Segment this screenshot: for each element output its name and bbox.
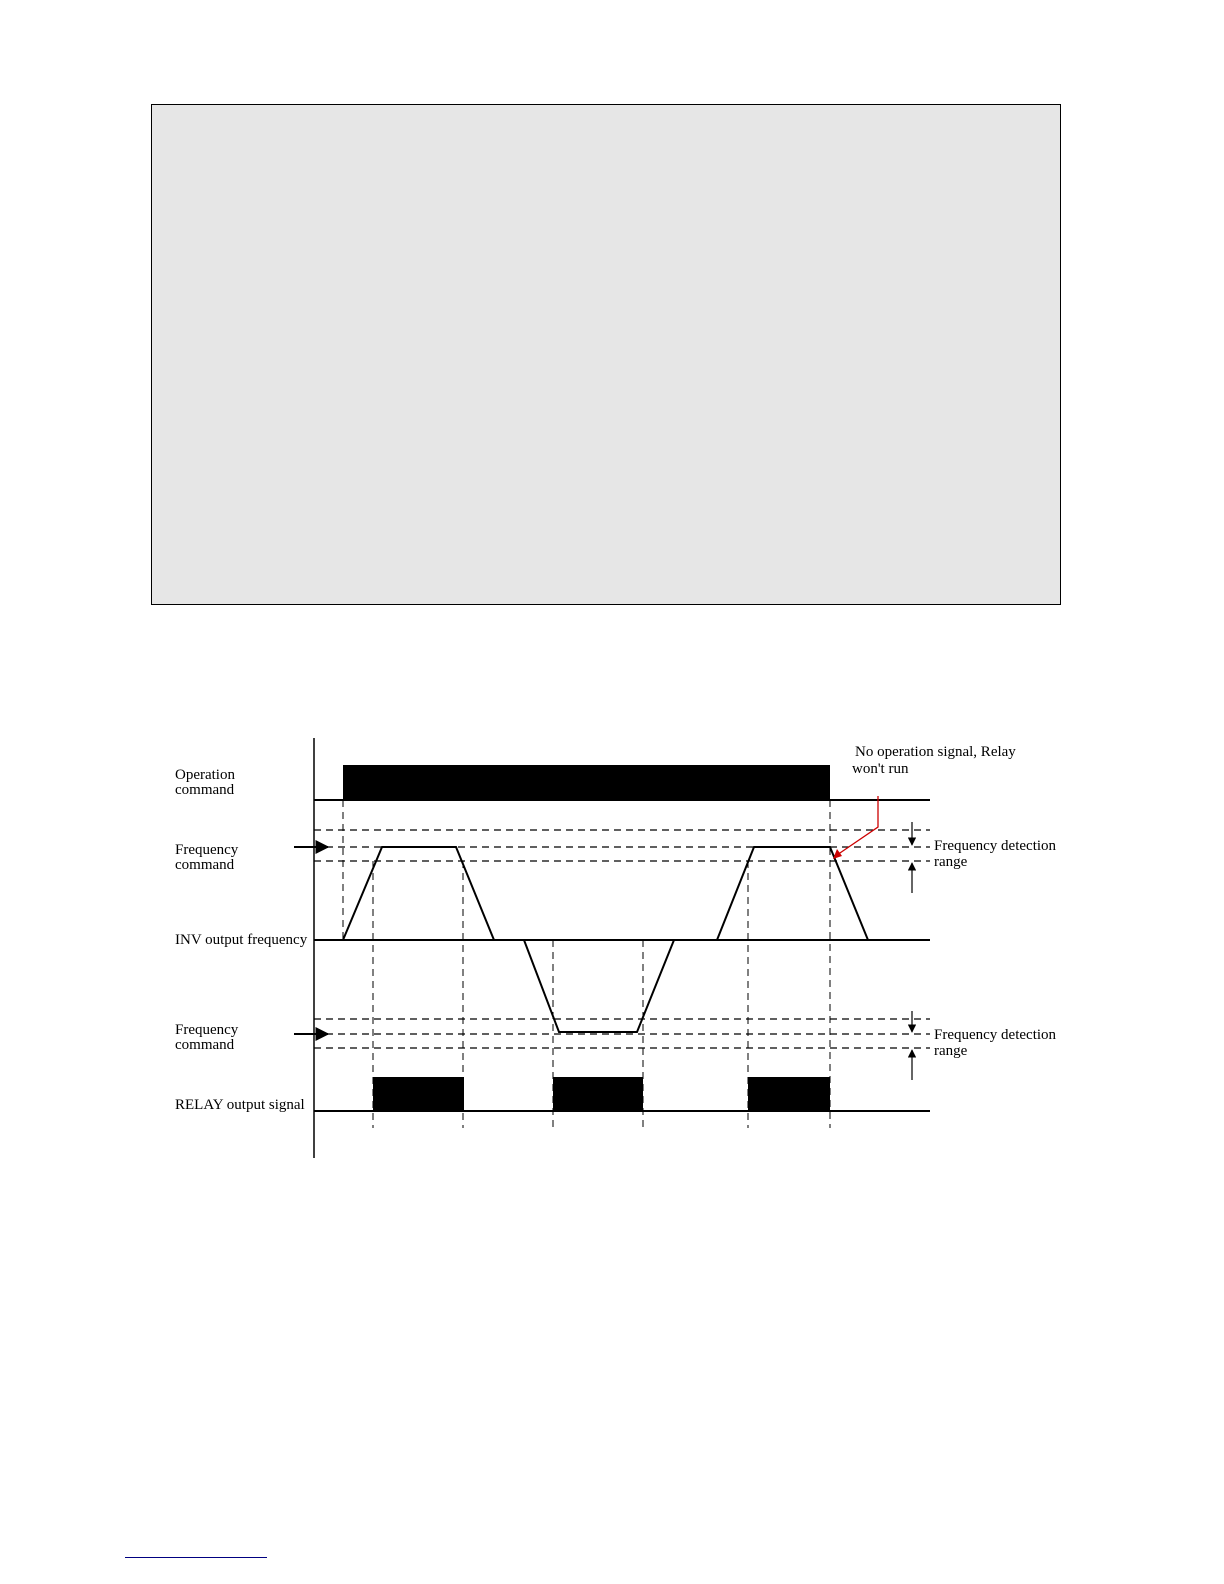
operation-command-pulse xyxy=(343,765,830,800)
relay-pulse-3 xyxy=(748,1077,830,1111)
detection-range-top-label-line1: Frequency detection xyxy=(934,838,1057,854)
detection-range-bottom-label-line2: range xyxy=(934,1043,968,1059)
frequency-command-top-label-line2: command xyxy=(175,857,235,873)
detection-range-top-label-line2: range xyxy=(934,854,968,870)
detection-range-bottom-label-line1: Frequency detection xyxy=(934,1027,1057,1043)
operation-command-label-line1: Operation xyxy=(175,767,235,783)
annotation-red-arrow xyxy=(837,796,878,855)
footnote-separator xyxy=(125,1557,267,1558)
annotation-label-line1: No operation signal, Relay xyxy=(855,744,1016,760)
frequency-command-top-label-line1: Frequency xyxy=(175,842,239,858)
relay-pulse-2 xyxy=(553,1077,643,1111)
relay-output-signal-label: RELAY output signal xyxy=(175,1097,305,1113)
operation-command-label-line2: command xyxy=(175,782,235,798)
inv-output-frequency-label: INV output frequency xyxy=(175,932,308,948)
relay-pulse-1 xyxy=(373,1077,464,1111)
frequency-command-bottom-label-line1: Frequency xyxy=(175,1022,239,1038)
annotation-red-arrowhead xyxy=(833,849,842,859)
annotation-label-line2: won't run xyxy=(852,761,909,777)
frequency-command-bottom-label-line2: command xyxy=(175,1037,235,1053)
